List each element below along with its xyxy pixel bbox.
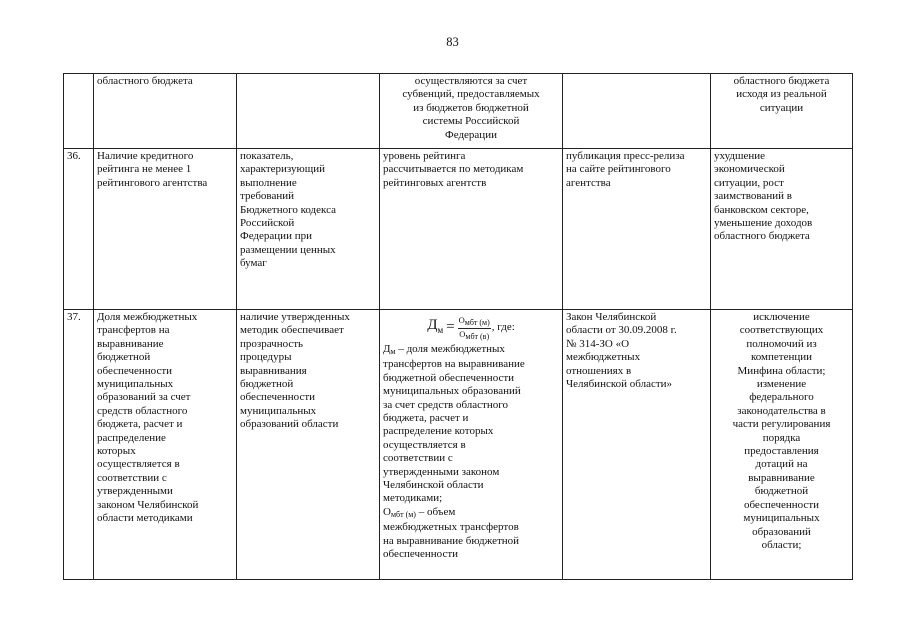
text-line: Челябинской области [383, 479, 484, 492]
table-row [64, 149, 853, 310]
text-line: распределение [97, 431, 166, 444]
text-line: изменение [756, 378, 807, 391]
text-line: утвержденными [97, 485, 173, 498]
text-line: исключение [753, 311, 810, 323]
text-line: рейтинга не менее 1 [97, 163, 192, 176]
text-line: рассчитывается по методикам [383, 163, 524, 176]
indicator-cell [94, 74, 237, 149]
text-line: законом Челябинской [97, 498, 199, 511]
text-line: бюджетной [97, 351, 151, 364]
text-line: области; [761, 538, 802, 551]
definition-ombt: $О_{мбт (м)}$ – объем [383, 505, 456, 519]
text-line: образований области [240, 418, 339, 431]
text-line: бюджета, расчет и [383, 412, 469, 425]
text-line: областного бюджета [714, 230, 810, 243]
text-line: законодательства в [737, 404, 826, 417]
text-line: Федерации при [240, 230, 312, 243]
text-line: средств областного [97, 404, 188, 417]
text-line: агентства [566, 176, 611, 189]
rationale-cell [237, 149, 380, 310]
text-line: выполнение [240, 176, 297, 189]
definition-dm: $Д_м$ – доля межбюджетных [383, 343, 505, 356]
text-line: федерального [749, 391, 814, 404]
text-line: за счет средств областного [383, 398, 508, 411]
method-cell [380, 74, 563, 149]
formula [383, 313, 559, 343]
source-cell [563, 149, 711, 310]
text-line: № 314-ЗО «О [566, 337, 630, 350]
text-line: выравнивания [240, 364, 307, 377]
text-line: банковском секторе, [714, 203, 809, 216]
text-line: отношениях в [566, 364, 632, 377]
text-line: полномочий из [746, 337, 817, 350]
text-line: части регулирования [732, 418, 831, 431]
row-number: 37. [64, 310, 94, 580]
text-line: на выравнивание бюджетной [383, 534, 520, 547]
text-line: наличие утвержденных [240, 311, 350, 323]
text-line: выравнивание [748, 471, 815, 484]
text-line: осуществляется в [383, 438, 466, 451]
text-line: обеспеченности [97, 364, 173, 377]
text-line: осуществляется в [97, 458, 180, 471]
text-line: обеспеченности [383, 548, 459, 561]
text-line: характеризующий [240, 163, 325, 176]
text-line: методиками; [383, 492, 443, 505]
text-line: исходя из реальной [736, 88, 827, 101]
table-row [64, 310, 853, 580]
text-line: обеспеченности [240, 391, 316, 404]
formula-fraction [458, 315, 491, 342]
text-line: муниципальных [240, 404, 317, 417]
text-line: бумаг [240, 257, 267, 270]
indicator-cell [94, 149, 237, 310]
table-row [64, 74, 853, 149]
text-line: рейтинговых агентств [383, 176, 487, 189]
text-line: областного бюджета [733, 75, 830, 87]
formula-equals: = [446, 319, 455, 336]
source-cell [563, 74, 711, 149]
text-line: образований [752, 525, 811, 538]
text-line: Доля межбюджетных [97, 311, 198, 323]
formula-denominator: Омбт (в) [459, 328, 490, 341]
text-line: уровень рейтинга [383, 150, 466, 162]
text-line: бюджетной [754, 485, 809, 498]
text-line: ухудшение [714, 150, 765, 162]
definition-ombt-text [383, 521, 559, 561]
formula-numerator: Омбт (м) [458, 314, 490, 327]
text-line: образований за счет [97, 391, 191, 404]
formula-lhs: $Д_м$ [427, 316, 444, 335]
text-line: Закон Челябинской [566, 311, 657, 323]
text-line: соответствующих [739, 324, 824, 337]
text-line: на сайте рейтингового [566, 163, 671, 176]
rationale-cell [237, 74, 380, 149]
text-line: порядка [762, 431, 801, 444]
text-line: области методиками [97, 512, 193, 525]
text-line: межбюджетных трансфертов [383, 521, 519, 534]
text-line: показатель, [240, 150, 294, 162]
text-line: дотаций на [755, 458, 808, 471]
method-cell [380, 149, 563, 310]
text-line: системы Российской [422, 115, 520, 128]
row-number: 36. [64, 149, 94, 310]
text-line: трансфертов на выравнивание [383, 358, 525, 371]
text-line: выравнивание [97, 337, 164, 350]
indicators-table [63, 73, 853, 580]
row-number [64, 74, 94, 149]
indicator-cell [94, 310, 237, 580]
text-line: уменьшение доходов [714, 217, 813, 230]
text-line: осуществляются за счет [414, 75, 528, 87]
text-line: компетенции [750, 351, 813, 364]
text-line: рейтингового агентства [97, 176, 208, 189]
text-line: Челябинской области» [566, 378, 673, 391]
text-line: трансфертов на [97, 324, 170, 337]
text-line: обеспеченности [743, 498, 820, 511]
text-line: прозрачность [240, 337, 304, 350]
page-number: 83 [446, 35, 459, 49]
text-line: из бюджетов бюджетной [413, 101, 529, 114]
definition-dm-text [383, 358, 559, 505]
text-line: требований [240, 190, 295, 203]
text-line: муниципальных образований [383, 385, 521, 398]
method-cell [380, 310, 563, 580]
text-line: муниципальных [97, 378, 174, 391]
text-line: субвенций, предоставляемых [402, 88, 540, 101]
text-line: Российской [240, 217, 295, 230]
text-line: межбюджетных [566, 351, 641, 364]
text-line: Федерации [445, 128, 497, 141]
text-line: бюджетной [240, 378, 294, 391]
text-line: публикация пресс-релиза [566, 150, 685, 162]
risk-cell [711, 310, 853, 580]
text-line: соответствии с [383, 452, 453, 465]
risk-cell [711, 74, 853, 149]
text-line: распределение которых [383, 425, 494, 438]
text-line: экономической [714, 163, 785, 176]
rationale-cell [237, 310, 380, 580]
text-line: предоставления [744, 445, 819, 458]
risk-cell [711, 149, 853, 310]
text-line: соответствии с [97, 471, 167, 484]
text-line: муниципальных [743, 512, 820, 525]
source-cell [563, 310, 711, 580]
text-line: Наличие кредитного [97, 150, 194, 162]
text-line: утвержденными законом [383, 465, 500, 478]
text-line: процедуры [240, 351, 292, 364]
text-line: ситуации, рост [714, 176, 784, 189]
text-line: которых [97, 445, 136, 458]
text-line: размещении ценных [240, 243, 336, 256]
text-line: бюджетной обеспеченности [383, 371, 515, 384]
text-line: областного бюджета [97, 75, 193, 87]
text-line: методик обеспечивает [240, 324, 344, 337]
text-line: заимствований в [714, 190, 792, 203]
text-line: Минфина области; [737, 364, 826, 377]
text-line: бюджета, расчет и [97, 418, 183, 431]
text-line: ситуации [759, 101, 804, 114]
text-line: области от 30.09.2008 г. [566, 324, 677, 337]
formula-tail: , где: [491, 321, 515, 334]
text-line: Бюджетного кодекса [240, 203, 337, 216]
